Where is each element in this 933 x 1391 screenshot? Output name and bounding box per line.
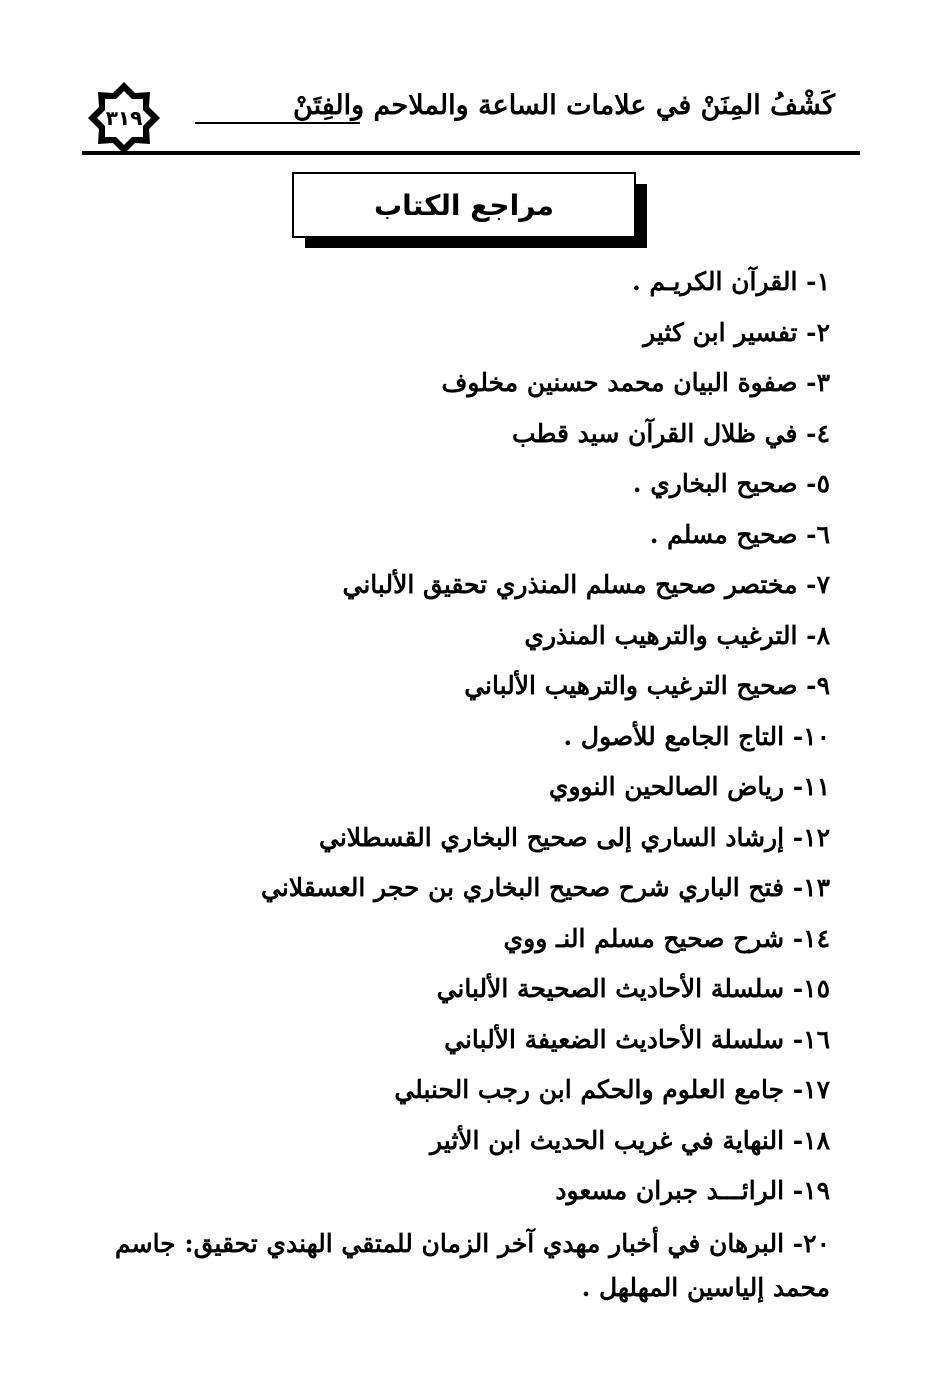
- reference-text: مختصر صحيح مسلم المنذري تحقيق الألباني: [342, 570, 798, 599]
- reference-number: ٣: [816, 368, 830, 397]
- reference-item: ١٤- شرح صحيح مسلم النـ ووي: [503, 923, 830, 953]
- reference-text: الترغيب والترهيب المنذري: [524, 620, 798, 650]
- reference-item: ٢- تفسير ابن كثير: [643, 317, 830, 347]
- reference-item: ٨- الترغيب والترهيب المنذري: [524, 620, 830, 650]
- references-list: [70, 262, 830, 1310]
- reference-text: إرشاد الساري إلى صحيح البخاري القسطلاني: [319, 822, 785, 852]
- reference-item: ٥- صحيح البخاري .: [632, 469, 830, 498]
- reference-text: صفوة البيان محمد حسنين مخلوف: [441, 368, 798, 397]
- header-rule: [195, 122, 360, 124]
- reference-item: ٣- صفوة البيان محمد حسنين مخلوف: [441, 368, 830, 397]
- reference-number: ١: [816, 267, 830, 296]
- reference-text: صحيح مسلم .: [649, 519, 798, 549]
- reference-item: ١٥- سلسلة الأحاديث الصحيحة الألباني: [436, 974, 830, 1003]
- header-divider: [82, 151, 860, 155]
- reference-text: رياض الصالحين النووي: [548, 772, 785, 801]
- reference-item: ١- القرآن الكريـم .: [631, 267, 830, 296]
- reference-number: ١٠: [803, 721, 830, 751]
- reference-item: ١٧- جامع العلوم والحكم ابن رجب الحنبلي: [394, 1075, 830, 1104]
- reference-number: ١٩: [803, 1176, 830, 1205]
- reference-number: ١٦: [803, 1024, 830, 1054]
- reference-number: ١٢: [803, 822, 830, 852]
- reference-text: تفسير ابن كثير: [643, 317, 798, 347]
- reference-number: ٢: [816, 317, 830, 347]
- reference-number: ٩: [816, 671, 830, 700]
- reference-item: ٤- في ظلال القرآن سيد قطب: [511, 418, 830, 448]
- reference-item: ٧- مختصر صحيح مسلم المنذري تحقيق الألباني: [342, 570, 830, 599]
- section-title: مراجع الكتاب: [374, 188, 554, 222]
- reference-item: ٢٠- البرهان في أخبار مهدي آخر الزمان للمتقي الهندي تحقيق: جاسم محمد إلياسين المهلهل .: [114, 1228, 830, 1302]
- reference-text: القرآن الكريـم .: [631, 267, 798, 296]
- reference-text: البرهان في أخبار مهدي آخر الزمان للمتقي الهندي تحقيق: جاسم محمد إلياسين المهلهل .: [114, 1228, 830, 1302]
- reference-text: النهاية في غريب الحديث ابن الأثير: [429, 1125, 785, 1155]
- reference-item: ١٣- فتح الباري شرح صحيح البخاري بن حجر العسقلاني: [261, 873, 830, 902]
- reference-text: صحيح الترغيب والترهيب الألباني: [464, 671, 798, 700]
- reference-item: ١٩- الرائـــد جبران مسعود: [555, 1176, 830, 1205]
- reference-text: شرح صحيح مسلم النـ ووي: [503, 923, 785, 953]
- reference-item: ٦- صحيح مسلم .: [649, 519, 830, 549]
- reference-text: فتح الباري شرح صحيح البخاري بن حجر العسقلاني: [261, 873, 785, 902]
- page-number-badge: [86, 80, 162, 156]
- reference-number: ١٥: [803, 974, 830, 1003]
- reference-item: ١٦- سلسلة الأحاديث الضعيفة الألباني: [444, 1024, 830, 1054]
- reference-item: ١٠- التاج الجامع للأصول .: [563, 721, 830, 751]
- reference-text: سلسلة الأحاديث الضعيفة الألباني: [444, 1024, 785, 1054]
- running-header-title: كَشْفُ المِنَنْ في علامات الساعة والملاحم والفِتَنْ: [293, 90, 835, 121]
- page-number: ٣١٩: [105, 106, 143, 130]
- reference-number: ٤: [816, 418, 830, 448]
- reference-text: التاج الجامع للأصول .: [563, 721, 785, 751]
- reference-text: جامع العلوم والحكم ابن رجب الحنبلي: [394, 1075, 785, 1104]
- reference-number: ٦: [816, 519, 830, 549]
- reference-number: ١٧: [803, 1075, 830, 1104]
- reference-number: ١٨: [803, 1125, 830, 1155]
- reference-item: ٩- صحيح الترغيب والترهيب الألباني: [464, 671, 830, 700]
- reference-item: ١٢- إرشاد الساري إلى صحيح البخاري القسطلاني: [319, 822, 830, 852]
- reference-number: ٧: [816, 570, 830, 599]
- reference-number: ٥: [816, 469, 830, 498]
- reference-number: ٨: [816, 620, 830, 650]
- reference-text: في ظلال القرآن سيد قطب: [511, 418, 798, 448]
- reference-item: ١٨- النهاية في غريب الحديث ابن الأثير: [429, 1125, 830, 1155]
- reference-number: ١١: [803, 772, 830, 801]
- section-title-box: [292, 172, 636, 238]
- reference-text: سلسلة الأحاديث الصحيحة الألباني: [436, 974, 785, 1003]
- reference-text: صحيح البخاري .: [632, 469, 798, 498]
- reference-number: ١٤: [803, 923, 830, 953]
- reference-number: ٢٠: [803, 1228, 830, 1258]
- reference-text: الرائـــد جبران مسعود: [555, 1176, 785, 1205]
- reference-number: ١٣: [803, 873, 830, 902]
- reference-item: ١١- رياض الصالحين النووي: [548, 772, 830, 801]
